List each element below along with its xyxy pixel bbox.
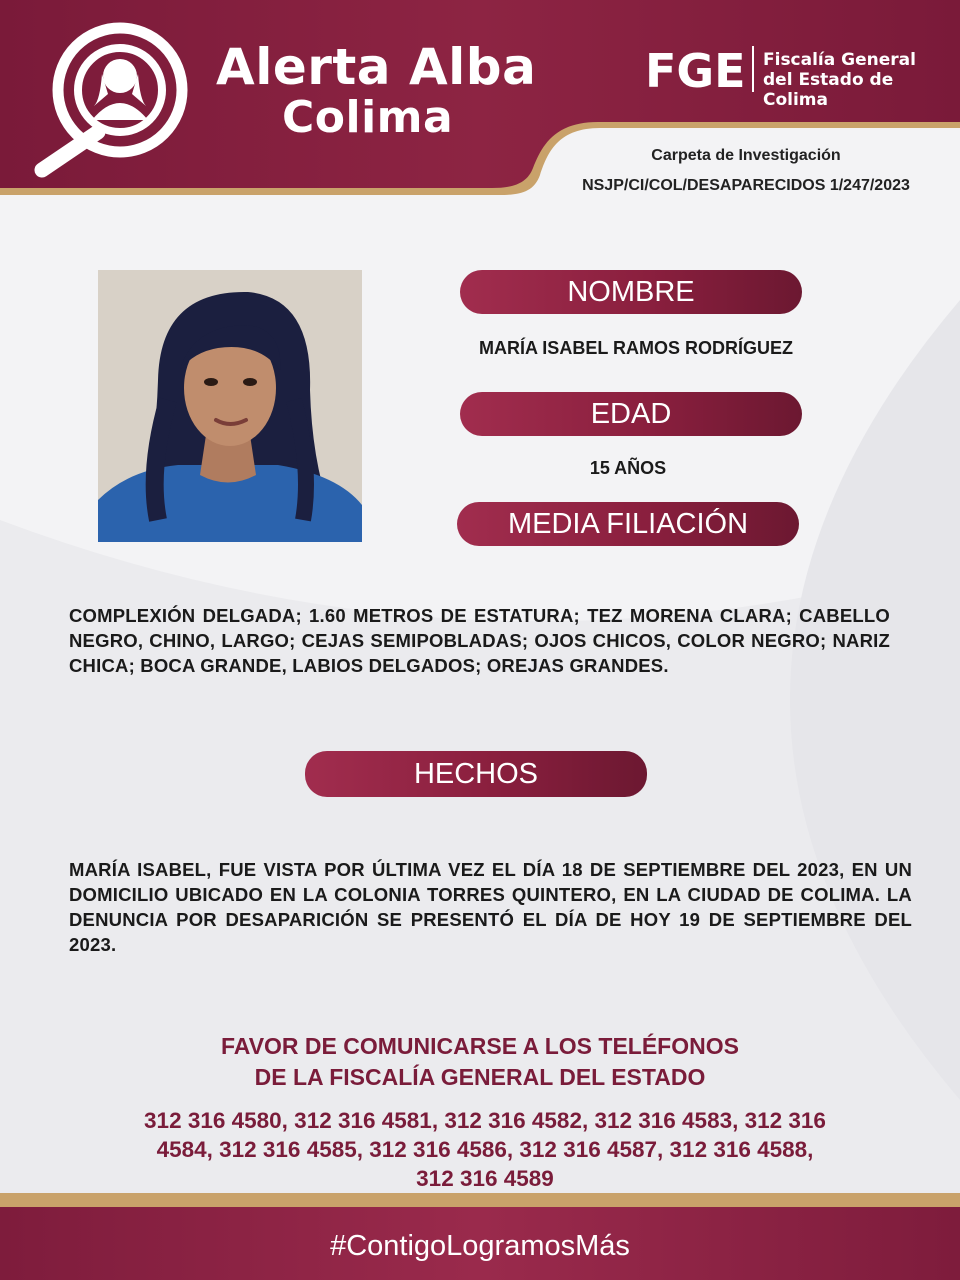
- description-label: MEDIA FILIACIÓN: [457, 502, 799, 546]
- footer-accent-stripe: [0, 1193, 960, 1207]
- facts-label: HECHOS: [305, 751, 647, 797]
- facts-text: MARÍA ISABEL, FUE VISTA POR ÚLTIMA VEZ EL DÍA 18 DE SEPTIEMBRE DEL 2023, EN UN DOMICILIO UBICADO EN LA COLONIA TORRES QUINTERO, EN LA CIUDAD DE COLIMA. LA DENUNCIA POR DESAPARICIÓN SE PRESENTÓ EL DÍA DE HOY 19 DE SEPTIEMBRE DEL 2023.: [69, 859, 912, 955]
- org-abbreviation: FGE: [645, 44, 746, 98]
- description-text: COMPLEXIÓN DELGADA; 1.60 METROS DE ESTATURA; TEZ MORENA CLARA; CABELLO NEGRO, CHINO, LARGO; CEJAS SEMIPOBLADAS; OJOS CHICOS, COLOR NEGRO; NARIZ CHICA; BOCA GRANDE, LABIOS DELGADOS; OREJAS GRANDES.: [69, 605, 890, 676]
- org-name-line2: del Estado de Colima: [763, 70, 894, 110]
- name-value: MARÍA ISABEL RAMOS RODRÍGUEZ: [478, 338, 793, 358]
- phone-list-line3: 312 316 4589: [416, 1166, 554, 1191]
- org-divider: [752, 46, 754, 92]
- age-value: 15 AÑOS: [589, 458, 667, 478]
- phone-list-line1: 312 316 4580, 312 316 4581, 312 316 4582, 312 316 4583, 312 316: [144, 1108, 826, 1133]
- case-label: Carpeta de Investigación: [651, 147, 841, 164]
- contact-heading-line2: DE LA FISCALÍA GENERAL DEL ESTADO: [254, 1064, 706, 1090]
- campaign-subtitle: Colima: [282, 92, 454, 143]
- magnifier-person-icon: [30, 14, 200, 184]
- campaign-title: Alerta Alba: [216, 38, 537, 96]
- footer-hashtag: #ContigoLogramosMás: [330, 1230, 630, 1262]
- phone-list-line2: 4584, 312 316 4585, 312 316 4586, 312 316 4587, 312 316 4588,: [156, 1137, 814, 1162]
- case-number: NSJP/CI/COL/DESAPARECIDOS 1/247/2023: [582, 177, 910, 194]
- name-label: NOMBRE: [460, 270, 802, 314]
- person-photo: [98, 270, 362, 542]
- org-name-line1: Fiscalía General: [763, 50, 916, 70]
- age-label: EDAD: [460, 392, 802, 436]
- contact-heading-line1: FAVOR DE COMUNICARSE A LOS TELÉFONOS: [221, 1033, 739, 1059]
- phone-list: [100, 1106, 870, 1193]
- org-name: [763, 50, 960, 110]
- contact-heading: [130, 1031, 830, 1093]
